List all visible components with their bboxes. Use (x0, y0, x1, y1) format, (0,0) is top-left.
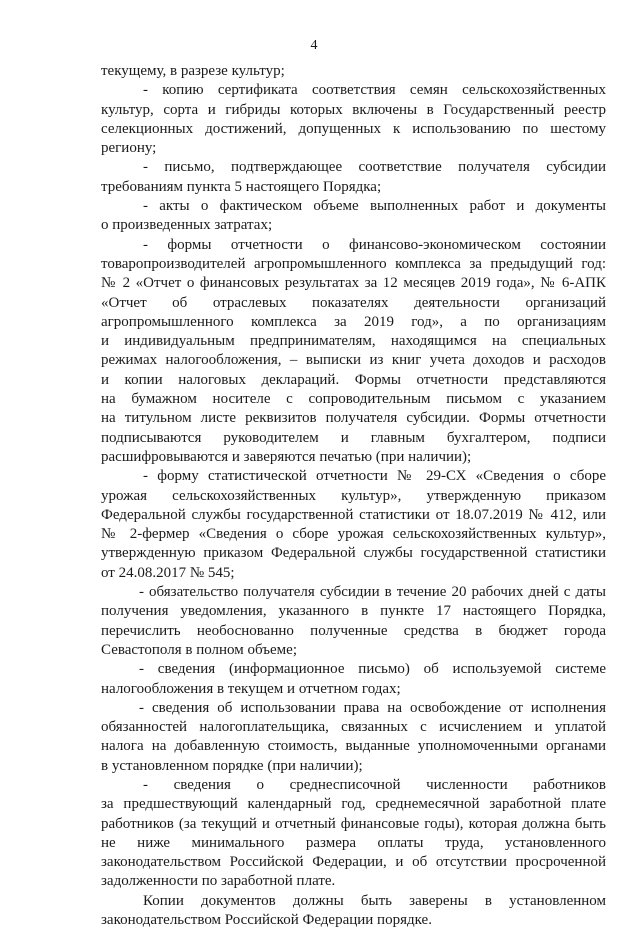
text-line: «Отчет об отраслевых показателях деятельности организаций (101, 294, 606, 311)
text-line: - сведения об использовании права на освобождение от исполнения (139, 699, 606, 716)
text-line: подписываются руководителем и главным бухгалтером, подписи (101, 429, 606, 446)
text-line: от 24.08.2017 № 545; (101, 564, 235, 581)
text-line: - акты о фактическом объеме выполненных работ и документы (143, 198, 606, 215)
text-line: не ниже минимального размера оплаты труда, установленного (101, 834, 606, 851)
text-line: региону; (101, 140, 157, 157)
document-body (101, 62, 606, 930)
text-line: - письмо, подтверждающее соответствие получателя субсидии (143, 159, 606, 176)
text-line: текущему, в разрезе культур; (101, 63, 285, 79)
text-line: № 2 «Отчет о финансовых результатах за 12 месяцев 2019 года», № 6-АПК (101, 275, 606, 292)
text-line: урожая сельскохозяйственных культур», утвержденную приказом (101, 487, 606, 504)
text-line: - копию сертификата соответствия семян сельскохозяйственных (143, 82, 606, 99)
text-line: задолженности по заработной плате. (101, 873, 336, 890)
text-line: и индивидуальным предпринимателям, находящимся на специальных (101, 333, 606, 350)
text-line: налога на добавленную стоимость, выданные уполномоченными органами (101, 738, 606, 755)
text-line: № 2-фермер «Сведения о сборе урожая сельскохозяйственных культур», (101, 526, 606, 543)
text-line: на титульном листе реквизитов получателя субсидии. Формы отчетности (101, 410, 606, 427)
text-line: культур, сорта и гибриды которых включены в Государственный реестр (101, 101, 606, 118)
text-line: - сведения о среднесписочной численности работников (143, 776, 606, 793)
text-line: обязанностей налогоплательщика, связанных с исчислением и уплатой (101, 719, 606, 736)
text-line: налогообложения в текущем и отчетном годах; (101, 680, 401, 697)
text-line: селекционных достижений, допущенных к использованию по шестому (101, 120, 606, 137)
text-line: режимах налогообложения, – выписки из книг учета доходов и расходов (101, 352, 606, 369)
text-line: о произведенных затратах; (101, 217, 273, 234)
text-line: и копии налоговых деклараций. Формы отчетности представляются (101, 371, 606, 388)
text-line: - форму статистической отчетности № 29-СХ «Сведения о сборе (143, 468, 606, 485)
text-line: законодательством Российской Федерации, и об отсутствии просроченной (101, 854, 606, 871)
page-number: 4 (310, 38, 318, 53)
text-line: перечислить необоснованно полученные средства в бюджет города (101, 622, 606, 639)
text-line: Копии документов должны быть заверены в установленном (143, 892, 606, 909)
text-line: за предшествующий календарный год, среднемесячной заработной плате (101, 796, 606, 813)
text-line: требованиям пункта 5 настоящего Порядка; (101, 178, 382, 195)
text-line: в установленном порядке (при наличии); (101, 757, 363, 774)
text-line: - формы отчетности о финансово-экономическом состоянии (143, 236, 606, 253)
text-line: - обязательство получателя субсидии в течение 20 рабочих дней с даты (139, 584, 606, 601)
text-line: Федеральной службы государственной статистики от 18.07.2019 № 412, или (101, 506, 606, 523)
text-line: законодательством Российской Федерации порядке. (101, 912, 432, 929)
text-line: на бумажном носителе с сопроводительным письмом с указанием (101, 391, 606, 408)
text-line: расшифровываются и заверяются печатью (при наличии); (101, 448, 472, 465)
text-line: работников (за текущий и отчетный финансовые годы), которая должна быть (101, 815, 606, 832)
text-line: - сведения (информационное письмо) об используемой системе (139, 661, 606, 678)
text-line: товаропроизводителей агропромышленного комплекса за предыдущий год: (101, 255, 606, 272)
text-line: утвержденную приказом Федеральной службы государственной статистики (101, 545, 606, 562)
text-line: агропромышленного комплекса за 2019 год», а по организациям (101, 313, 606, 330)
text-line: получения уведомления, указанного в пункте 17 настоящего Порядка, (101, 603, 606, 620)
text-line: Севастополя в полном объеме; (101, 641, 297, 658)
